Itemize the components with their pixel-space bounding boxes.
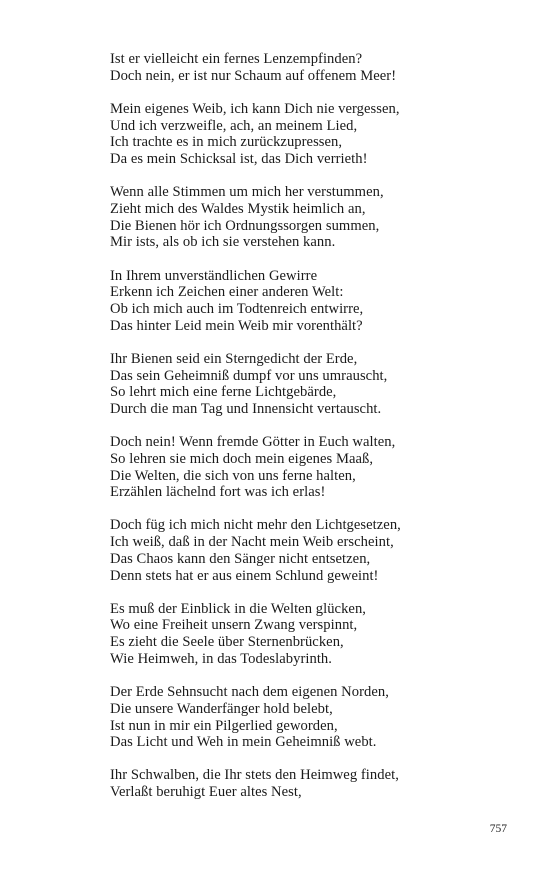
poem-line: Das Chaos kann den Sänger nicht entsetzen,: [110, 550, 371, 567]
poem-line: In Ihrem unverständlichen Gewirre: [110, 267, 318, 284]
stanza: [110, 434, 530, 501]
poem-line: Das Licht und Weh in mein Geheimniß webt.: [110, 734, 377, 751]
poem-line: So lehrt mich eine ferne Lichtgebärde,: [110, 384, 337, 401]
poem-line: Wenn alle Stimmen um mich her verstummen,: [110, 184, 384, 201]
poem-line: Mir ists, als ob ich sie verstehen kann.: [110, 234, 336, 251]
stanza: [110, 101, 530, 168]
poem-line: Durch die man Tag und Innensicht vertauscht.: [110, 400, 382, 417]
poem-line: Wo eine Freiheit unsern Zwang verspinnt,: [110, 617, 358, 634]
stanza: [110, 51, 530, 84]
poem-line: Verlaßt beruhigt Euer altes Nest,: [110, 784, 302, 801]
poem-line: Ich trachte es in mich zurückzupressen,: [110, 134, 343, 151]
page-number: 757: [489, 823, 507, 835]
poem-line: Es muß der Einblick in die Welten glücken,: [110, 600, 366, 617]
poem-text: [110, 51, 530, 817]
poem-line: Ob ich mich auch im Todtenreich entwirre,: [110, 300, 364, 317]
stanza: [110, 684, 530, 751]
stanza: [110, 517, 530, 584]
poem-line: Der Erde Sehnsucht nach dem eigenen Norden,: [110, 684, 389, 701]
poem-line: Ist nun in mir ein Pilgerlied geworden,: [110, 717, 338, 734]
poem-line: Ist er vielleicht ein fernes Lenzempfinden?: [110, 51, 363, 67]
poem-line: Ich weiß, daß in der Nacht mein Weib erscheint,: [110, 534, 394, 551]
stanza: [110, 767, 530, 800]
poem-line: Die Welten, die sich von uns ferne halten,: [110, 467, 356, 484]
poem-line: Wie Heimweh, in das Todeslabyrinth.: [110, 650, 332, 667]
poem-line: Doch nein, er ist nur Schaum auf offenem Meer!: [110, 67, 397, 84]
stanza: [110, 184, 530, 251]
poem-line: Das hinter Leid mein Weib mir vorenthält?: [110, 317, 363, 334]
poem-line: Das sein Geheimniß dumpf vor uns umrauscht,: [110, 367, 388, 384]
stanza: [110, 601, 530, 668]
stanza: [110, 351, 530, 418]
poem-line: Ihr Bienen seid ein Sterngedicht der Erde,: [110, 350, 358, 367]
poem-line: Ihr Schwalben, die Ihr stets den Heimweg findet,: [110, 767, 399, 784]
stanza: [110, 268, 530, 335]
poem-line: Doch nein! Wenn fremde Götter in Euch walten,: [110, 434, 396, 451]
poem-line: Doch füg ich mich nicht mehr den Lichtgesetzen,: [110, 517, 401, 534]
poem-line: Erkenn ich Zeichen einer anderen Welt:: [110, 284, 344, 301]
poem-line: Die unsere Wanderfänger hold belebt,: [110, 700, 333, 717]
poem-line: Zieht mich des Waldes Mystik heimlich an,: [110, 200, 366, 217]
poem-line: Mein eigenes Weib, ich kann Dich nie vergessen,: [110, 100, 400, 117]
poem-line: Es zieht die Seele über Sternenbrücken,: [110, 634, 344, 651]
poem-line: Die Bienen hör ich Ordnungssorgen summen,: [110, 217, 380, 234]
poem-line: Da es mein Schicksal ist, das Dich verrieth!: [110, 151, 368, 168]
poem-line: Denn stets hat er aus einem Schlund geweint!: [110, 567, 379, 584]
poem-line: Und ich verzweifle, ach, an meinem Lied,: [110, 117, 358, 134]
poem-line: So lehren sie mich doch mein eigenes Maaß,: [110, 450, 374, 467]
poem-line: Erzählen lächelnd fort was ich erlas!: [110, 484, 326, 501]
